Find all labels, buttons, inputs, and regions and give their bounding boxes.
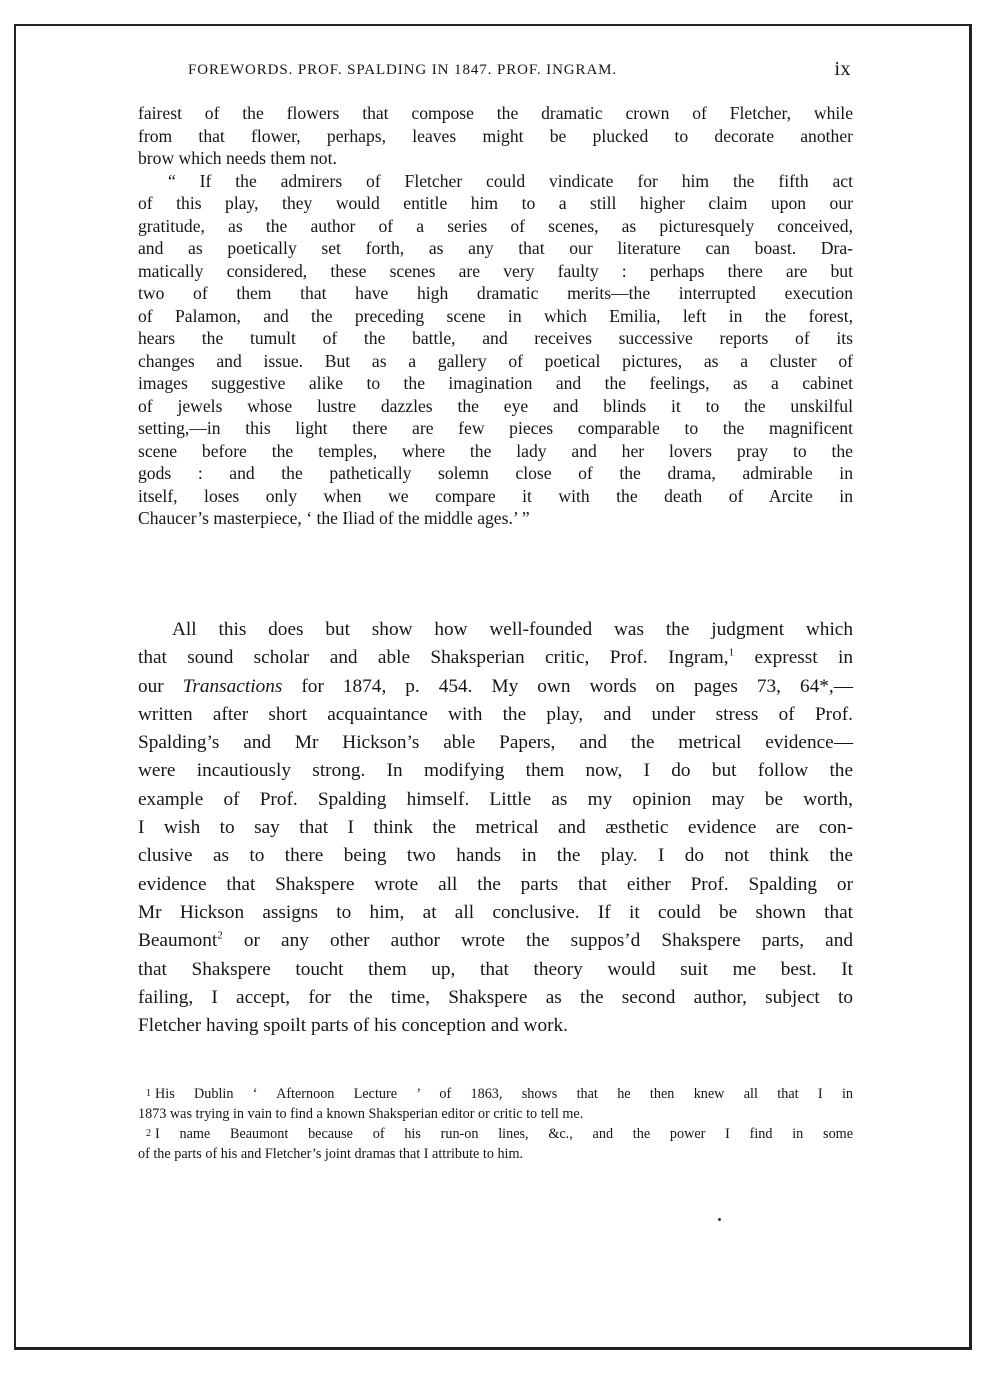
text-line: brow which needs them not. bbox=[138, 148, 337, 168]
text-line: clusive as to there being two hands in the play. I do not think the bbox=[138, 845, 853, 867]
quote-paragraph-2 bbox=[138, 170, 853, 530]
footnote-line: 2 I name Beaumont because of his run-on lines, &c., and the power I find in some bbox=[146, 1126, 853, 1142]
main-paragraph bbox=[138, 616, 853, 1040]
text-line: setting,—in this light there are few pieces comparable to the magnificent bbox=[138, 418, 853, 438]
footnote-ref-1[interactable]: 1 bbox=[728, 646, 735, 659]
text-line: gods : and the pathetically solemn close of the drama, admirable in bbox=[138, 463, 853, 483]
text-line: written after short acquaintance with the play, and under stress of Prof. bbox=[138, 703, 853, 725]
footnote-2 bbox=[138, 1124, 853, 1164]
quoted-passage bbox=[138, 102, 853, 530]
running-head bbox=[188, 58, 853, 88]
text-line: of jewels whose lustre dazzles the eye and blinds it to the unskilful bbox=[138, 395, 853, 416]
text-line: were incautiously strong. In modifying them now, I do but follow the bbox=[138, 760, 853, 782]
text-line: of Palamon, and the preceding scene in which Emilia, left in the forest, bbox=[138, 305, 853, 326]
text-line: fairest of the flowers that compose the dramatic crown of Fletcher, while bbox=[138, 103, 853, 123]
text-line: changes and issue. But as a gallery of poetical pictures, as a cluster of bbox=[138, 350, 853, 371]
footnotes bbox=[138, 1084, 853, 1164]
text-line: gratitude, as the author of a series of scenes, as picturesquely conceived, bbox=[138, 215, 853, 236]
running-head-title: FOREWORDS. PROF. SPALDING IN 1847. PROF. INGRAM. bbox=[188, 62, 618, 78]
text-line: Spalding’s and Mr Hickson’s able Papers, and the metrical evidence— bbox=[138, 732, 853, 754]
transactions-title: Transactions bbox=[182, 675, 283, 697]
text-line: that Shakspere toucht them up, that theory would suit me best. It bbox=[138, 958, 853, 980]
footnote-marker: 2 bbox=[146, 1128, 151, 1139]
page-number: ix bbox=[834, 58, 851, 80]
text-line: images suggestive alike to the imagination and the feelings, as a cabinet bbox=[138, 373, 853, 393]
footnote-line: of the parts of his and Fletcher’s joint dramas that I attribute to him. bbox=[138, 1146, 524, 1162]
text-line: two of them that have high dramatic merits—the interrupted execution bbox=[138, 283, 853, 303]
text-line: Mr Hickson assigns to him, at all conclusive. If it could be shown that bbox=[138, 901, 853, 923]
text-line: failing, I accept, for the time, Shakspere as the second author, subject to bbox=[138, 986, 853, 1008]
text-line: All this does but show how well-founded was the judgment which bbox=[172, 619, 853, 640]
scan-speck bbox=[718, 1218, 721, 1221]
footnote-line: 1873 was trying in vain to find a known Shaksperian editor or critic to tell me. bbox=[138, 1106, 584, 1122]
text-line: matically considered, these scenes are very faulty : perhaps there are but bbox=[138, 260, 853, 281]
text-line: scene before the temples, where the lady and her lovers pray to the bbox=[138, 440, 853, 461]
text-line: that sound scholar and able Shaksperian critic, Prof. Ingram,$^1$ expresst in bbox=[138, 646, 853, 669]
text-line: our Transactions for 1874, p. 454. My own words on pages 73, 64*,— bbox=[138, 675, 853, 697]
text-line: hears the tumult of the battle, and receives successive reports of its bbox=[138, 328, 853, 348]
text-line: Chaucer’s masterpiece, ‘ the Iliad of the middle ages.’ ” bbox=[138, 508, 530, 528]
text-line: evidence that Shakspere wrote all the parts that either Prof. Spalding or bbox=[138, 873, 853, 895]
footnote-line: 1 His Dublin ‘ Afternoon Lecture ’ of 1863, shows that he then knew all that I in bbox=[146, 1086, 853, 1102]
text-line: itself, loses only when we compare it with the death of Arcite in bbox=[138, 485, 853, 506]
text-line: Beaumont$^2$ or any other author wrote the suppos’d Shakspere parts, and bbox=[138, 929, 853, 952]
text-line: Fletcher having spoilt parts of his conception and work. bbox=[138, 1015, 568, 1037]
text-line: from that flower, perhaps, leaves might be plucked to decorate another bbox=[138, 125, 853, 146]
footnote-ref-2[interactable]: 2 bbox=[217, 929, 223, 942]
text-line: “ If the admirers of Fletcher could vindicate for him the fifth act bbox=[168, 170, 853, 191]
quote-paragraph-1 bbox=[138, 102, 853, 170]
text-line: and as poetically set forth, as any that our literature can boast. Dra- bbox=[138, 238, 853, 258]
text-line: I wish to say that I think the metrical and æsthetic evidence are con- bbox=[138, 817, 853, 839]
footnote-1 bbox=[138, 1084, 853, 1124]
footnote-marker: 1 bbox=[146, 1088, 151, 1099]
text-line: example of Prof. Spalding himself. Little as my opinion may be worth, bbox=[138, 788, 853, 810]
text-line: of this play, they would entitle him to a still higher claim upon our bbox=[138, 193, 853, 213]
